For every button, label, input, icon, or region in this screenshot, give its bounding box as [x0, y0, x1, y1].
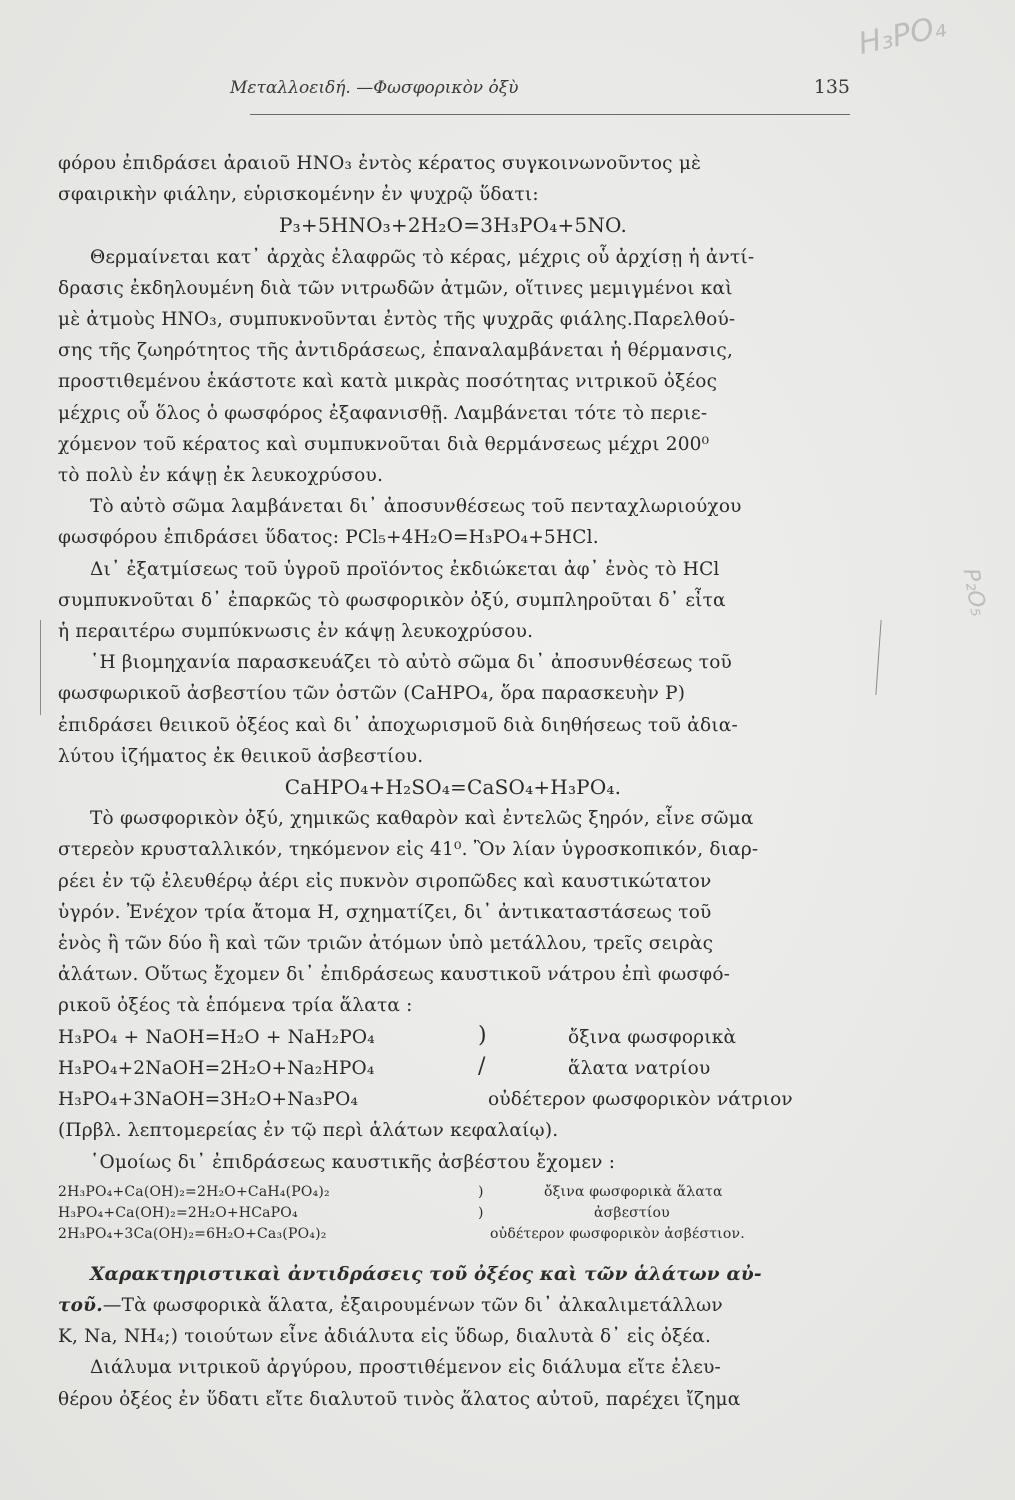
brace-mark: / — [478, 1053, 486, 1079]
text-line: ρικοῦ ὀξέος τὰ ἑπόμενα τρία ἅλατα : — [58, 995, 413, 1017]
salt-row — [58, 1182, 848, 1203]
text-line: σης τῆς ζωηρότητος τῆς ἀντιδράσεως, ἐπαναλαμβάνεται ἡ θέρμανσις, — [58, 340, 734, 362]
text-line: φωσφόρου ἐπιδράσει ὕδατος: PCl₅+4H₂O=H₃PO₄+5HCl. — [58, 527, 599, 549]
salt-row — [58, 1224, 848, 1245]
text-line: τὸ πολὺ ἐν κάψῃ ἐκ λευκοχρύσου. — [58, 465, 384, 487]
salt-row — [58, 1022, 848, 1053]
text-line: ὑγρόν. Ἐνέχον τρία ἄτομα H, σχηματίζει, δι᾽ ἀντικαταστάσεως τοῦ — [58, 901, 712, 923]
section-heading-end: τοῦ. — [58, 1294, 103, 1316]
salt-row — [58, 1053, 848, 1084]
pencil-annotation-top: H₃PO₄ — [855, 9, 950, 62]
salt-label: ἅλατα νατρίου — [568, 1057, 711, 1079]
text-line: μὲ ἀτμοὺς HNO₃, συμπυκνοῦνται ἐντὸς τῆς ψυχρᾶς φιάλης.Παρελθού- — [58, 309, 736, 331]
brace-mark: ) — [478, 1204, 484, 1221]
text-line: ῾Η βιομηχανία παρασκευάζει τὸ αὐτὸ σῶμα δι᾽ ἀποσυνθέσεως τοῦ — [90, 652, 732, 674]
calcium-salts-list — [58, 1182, 848, 1245]
section-text: —Τὰ φωσφορικὰ ἅλατα, ἐξαιρουμένων τῶν δι᾽ ἀλκαλιμετάλλων — [102, 1294, 723, 1316]
section-heading — [58, 1259, 848, 1290]
text-line: φόρου ἐπιδράσει ἀραιοῦ HNO₃ ἐντὸς κέρατος συγκοινωνοῦντος μὲ — [58, 153, 702, 174]
salt-label: ὄξινα φωσφορικὰ ἅλατα — [544, 1183, 723, 1200]
text-line: (Πρβλ. λεπτομερείας ἐν τῷ περὶ ἁλάτων κεφαλαίῳ). — [58, 1120, 559, 1142]
text-line: προστιθεμένου ἑκάστοτε καὶ κατὰ μικρὰς ποσότητας νιτρικοῦ ὀξέος — [58, 371, 718, 393]
brace-mark — [478, 1224, 490, 1245]
salt-equation: H₃PO₄ + NaOH=H₂O + NaH₂PO₄ — [58, 1026, 375, 1048]
brace-mark — [478, 1084, 488, 1115]
salt-label: οὐδέτερον φωσφορικὸν νάτριον — [488, 1089, 793, 1111]
salt-row — [58, 1084, 848, 1115]
salt-label: οὐδέτερον φωσφορικὸν ἀσβέστιον. — [490, 1225, 745, 1242]
header-rule — [250, 114, 850, 115]
text-line: θέρου ὀξέος ἐν ὕδατι εἴτε διαλυτοῦ τινὸς ἅλατος αὐτοῦ, παρέχει ἴζημα — [58, 1388, 741, 1410]
equation: CaHPO₄+H₂SO₄=CaSO₄+H₃PO₄. — [284, 775, 622, 800]
text-line: ἡ περαιτέρω συμπύκνωσις ἐν κάψῃ λευκοχρύσου. — [58, 621, 534, 643]
salt-equation: 2H₃PO₄+Ca(OH)₂=2H₂O+CaH₄(PO₄)₂ — [58, 1183, 330, 1200]
body-text — [58, 148, 848, 1415]
text-line: Διάλυμα νιτρικοῦ ἀργύρου, προστιθέμενον εἰς διάλυμα εἴτε ἐλευ- — [90, 1357, 721, 1379]
text-line: στερεὸν κρυσταλλικόν, τηκόμενον εἰς 41⁰. Ὂν λίαν ὑγροσκοπικόν, διαρ- — [58, 839, 759, 861]
running-title: Μεταλλοειδή. —Φωσφορικὸν ὀξὺ — [230, 78, 519, 98]
brace-mark: ) — [478, 1022, 487, 1048]
page-number: 135 — [813, 76, 850, 98]
text-line: μέχρις οὗ ὅλος ὁ φωσφόρος ἐξαφανισθῇ. Λαμβάνεται τότε τὸ περιε- — [58, 402, 708, 424]
salt-label: ὄξινα φωσφορικὰ — [568, 1026, 737, 1048]
salt-row — [58, 1203, 848, 1224]
text-line: K, Na, NH₄;) τοιούτων εἶνε ἀδιάλυτα εἰς ὕδωρ, διαλυτὰ δ᾽ εἰς ὀξέα. — [58, 1326, 712, 1348]
text-line: λύτου ἰζήματος ἐκ θειικοῦ ἀσβεστίου. — [58, 745, 424, 767]
section-heading-text: Χαρακτηριστικαὶ ἀντιδράσεις τοῦ ὀξέος καὶ τῶν ἁλάτων αὐ- — [90, 1263, 762, 1285]
running-header — [230, 72, 850, 102]
margin-mark-right — [875, 620, 881, 695]
salt-equation: 2H₃PO₄+3Ca(OH)₂=6H₂O+Ca₃(PO₄)₂ — [58, 1225, 327, 1242]
text-line: Τὸ φωσφορικὸν ὀξύ, χημικῶς καθαρὸν καὶ ἐντελῶς ξηρόν, εἶνε σῶμα — [90, 808, 754, 830]
salt-equation: H₃PO₄+2NaOH=2H₂O+Na₂HPO₄ — [58, 1057, 375, 1079]
sodium-salts-list — [58, 1022, 848, 1116]
salt-equation: H₃PO₄+Ca(OH)₂=2H₂O+HCaPO₄ — [58, 1204, 298, 1221]
pencil-annotation-side: P₂O₅ — [957, 566, 991, 619]
text-line: ἐπιδράσει θειικοῦ ὀξέος καὶ δι᾽ ἀποχωρισμοῦ διὰ διηθήσεως τοῦ ἀδια- — [58, 714, 738, 736]
text-line: σφαιρικὴν φιάλην, εὑρισκομένην ἐν ψυχρῷ ὕδατι: — [58, 184, 539, 206]
margin-mark-left — [40, 620, 41, 715]
text-line: ἀλάτων. Οὕτως ἔχομεν δι᾽ ἐπιδράσεως καυστικοῦ νάτρου ἐπὶ φωσφό- — [58, 964, 731, 986]
text-line: δρασις ἐκδηλουμένη διὰ τῶν νιτρωδῶν ἀτμῶν, οἵτινες μεμιγμένοι καὶ — [58, 277, 733, 299]
text-line — [58, 1290, 848, 1321]
text-line: ἑνὸς ἢ τῶν δύο ἢ καὶ τῶν τριῶν ἀτόμων ὑπὸ μετάλλου, τρεῖς σειρὰς — [58, 933, 714, 955]
text-line: φωσφωρικοῦ ἀσβεστίου τῶν ὀστῶν (CaHPO₄, ὅρα παρασκευὴν P) — [58, 683, 686, 705]
salt-equation: H₃PO₄+3NaOH=3H₂O+Na₃PO₄ — [58, 1089, 359, 1111]
salt-label: ἀσβεστίου — [594, 1204, 670, 1221]
text-line: χόμενον τοῦ κέρατος καὶ συμπυκνοῦται διὰ θερμάνσεως μέχρι 200⁰ — [58, 433, 710, 455]
text-line: ρέει ἐν τῷ ἐλευθέρῳ ἀέρι εἰς πυκνὸν σιροπῶδες καὶ καυστικώτατον — [58, 870, 712, 892]
text-line: Τὸ αὐτὸ σῶμα λαμβάνεται δι᾽ ἀποσυνθέσεως τοῦ πενταχλωριούχου — [90, 496, 742, 518]
text-line: Θερμαίνεται κατ᾽ ἀρχὰς ἐλαφρῶς τὸ κέρας, μέχρις οὗ ἀρχίσῃ ἡ ἀντί- — [90, 246, 755, 268]
text-line: ῾Ομοίως δι᾽ ἐπιδράσεως καυστικῆς ἀσβέστου ἔχομεν : — [90, 1151, 616, 1173]
text-line: συμπυκνοῦται δ᾽ ἐπαρκῶς τὸ φωσφορικὸν ὀξύ, συμπληροῦται δ᾽ εἶτα — [58, 589, 726, 611]
equation: P₃+5HNO₃+2H₂O=3H₃PO₄+5NO. — [278, 213, 628, 238]
brace-mark: ) — [478, 1183, 484, 1200]
text-line: Δι᾽ ἐξατμίσεως τοῦ ὑγροῦ προϊόντος ἐκδιώκεται ἀφ᾽ ἑνὸς τὸ HCl — [90, 558, 720, 580]
